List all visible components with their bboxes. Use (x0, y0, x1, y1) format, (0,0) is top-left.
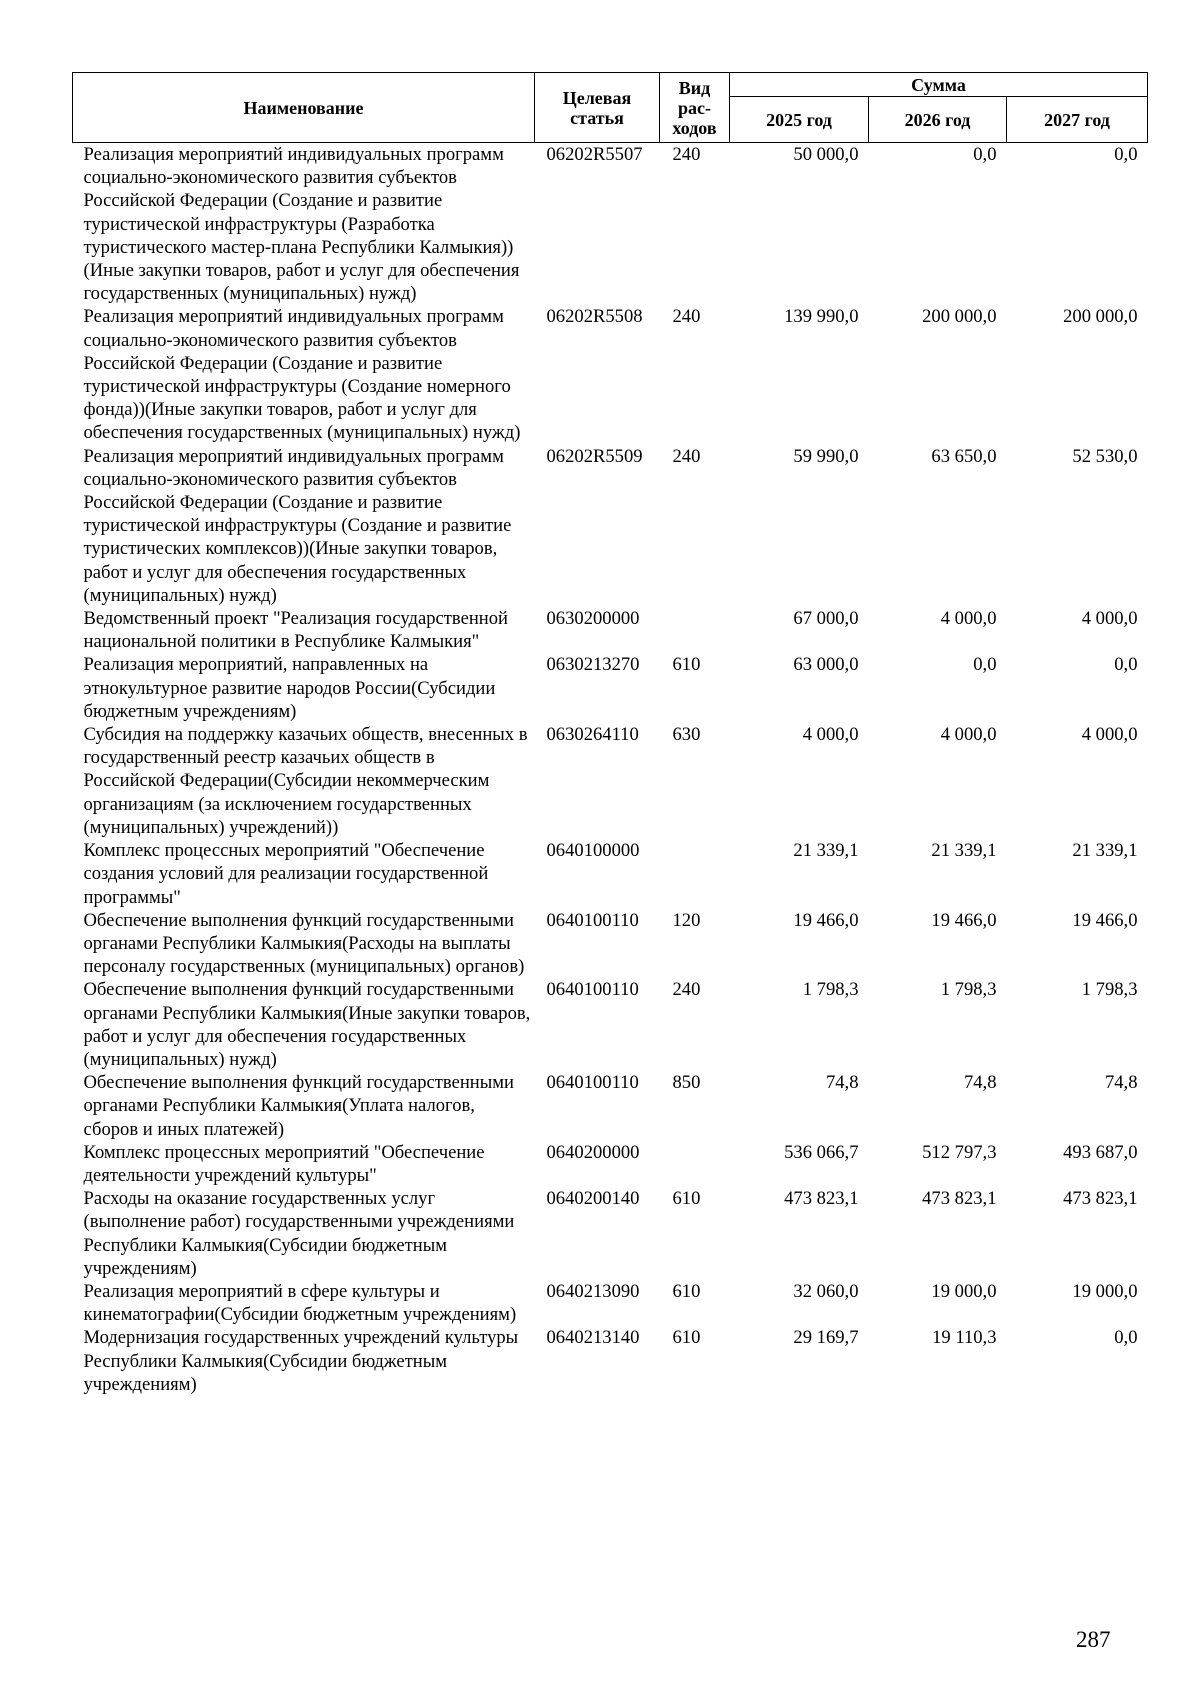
row-sum-2025: 50 000,0 (793, 144, 859, 165)
header-kind-line2: рас- (678, 97, 711, 118)
row-sum-2026: 1 798,3 (940, 979, 997, 1001)
table-row (73, 1326, 1148, 1396)
row-name: Модернизация государственных учреждений культуры Республики Калмыкия(Субсидии бюджетным учреждениям) (83, 1327, 519, 1395)
row-sum-2026: 63 650,0 (931, 445, 997, 467)
row-sum-2025: 32 060,0 (793, 1280, 859, 1302)
row-sum-2025: 139 990,0 (784, 306, 859, 328)
header-sum: Сумма (730, 73, 1148, 97)
row-expense-kind: 850 (672, 1072, 701, 1094)
header-expense-kind (660, 73, 730, 143)
row-sum-2026: 473 823,1 (922, 1188, 997, 1210)
header-code-line1: Целевая (562, 87, 632, 108)
row-target-article: 0640100110 (546, 979, 639, 1001)
row-expense-kind: 610 (672, 654, 701, 676)
header-kind-line1: Вид (678, 77, 711, 98)
row-sum-2025: 67 000,0 (793, 608, 859, 630)
row-sum-2026: 4 000,0 (940, 724, 997, 746)
row-sum-2026: 4 000,0 (940, 608, 997, 630)
row-sum-2025: 59 990,0 (793, 445, 859, 467)
row-name: Ведомственный проект "Реализация государственной национальной политики в Республике Калмыкия" (83, 608, 508, 653)
row-sum-2025: 1 798,3 (802, 979, 859, 1001)
row-target-article: 06202R5509 (546, 445, 643, 467)
row-sum-2027: 473 823,1 (1063, 1188, 1138, 1210)
header-year-2025: 2025 год (730, 97, 869, 143)
row-sum-2027: 52 530,0 (1072, 445, 1138, 467)
row-sum-2025: 4 000,0 (802, 724, 859, 746)
row-sum-2025: 473 823,1 (784, 1188, 859, 1210)
row-sum-2027: 21 339,1 (1072, 840, 1138, 862)
row-sum-2026: 200 000,0 (922, 306, 997, 328)
table-row (73, 653, 1148, 723)
row-sum-2026: 74,8 (963, 1072, 997, 1094)
row-sum-2027: 19 466,0 (1072, 909, 1138, 931)
row-sum-2025: 29 169,7 (793, 1327, 859, 1349)
table-row (73, 1187, 1148, 1280)
row-name: Обеспечение выполнения функций государственными органами Республики Калмыкия(Иные закупки товаров, работ и услуг для обеспечения государственных (муниципальных) нужд) (83, 979, 531, 1070)
header-kind-line3: ходов (672, 117, 717, 138)
row-expense-kind: 120 (672, 909, 701, 931)
row-name: Субсидия на поддержку казачьих обществ, внесенных в государственный реестр казачьих обществ в Российской Федерации(Субсидии некоммерческим организациям (за исключением государственных (муниципальных) учреждений)) (83, 724, 528, 838)
row-expense-kind: 240 (672, 979, 701, 1001)
row-sum-2027: 74,8 (1104, 1072, 1138, 1094)
row-name: Реализация мероприятий в сфере культуры и кинематографии(Субсидии бюджетным учреждениям) (83, 1280, 517, 1326)
header-year-2026: 2026 год (869, 97, 1007, 143)
row-expense-kind: 240 (672, 445, 701, 467)
row-target-article: 0630264110 (546, 724, 639, 746)
row-target-article: 0630200000 (546, 608, 640, 630)
row-expense-kind (660, 839, 730, 909)
row-expense-kind: 610 (672, 1280, 701, 1302)
table-body (73, 143, 1148, 1396)
row-sum-2027: 1 798,3 (1081, 979, 1138, 1001)
table-row (73, 445, 1148, 607)
table-row (73, 723, 1148, 839)
row-expense-kind: 240 (672, 306, 701, 328)
row-sum-2026: 21 339,1 (931, 840, 997, 862)
row-sum-2025: 19 466,0 (793, 909, 859, 931)
row-target-article: 0640200140 (546, 1188, 640, 1210)
row-sum-2027: 19 000,0 (1072, 1280, 1138, 1302)
header-name: Наименование (73, 73, 535, 143)
table-row (73, 839, 1148, 909)
row-sum-2026: 512 797,3 (922, 1141, 997, 1163)
row-name: Реализация мероприятий индивидуальных программ социально-экономического развития субъектов Российской Федерации (Создание и развитие туристической инфраструктуры (Создание и развитие туристических комплексов))(Иные закупки товаров, работ и услуг для обеспечения государственных (муниципальных) нужд) (83, 445, 512, 606)
row-name: Комплекс процессных мероприятий "Обеспечение деятельности учреждений культуры" (83, 1141, 485, 1186)
row-sum-2027: 0,0 (1114, 1327, 1138, 1349)
row-target-article: 0640213140 (546, 1327, 640, 1349)
row-sum-2025: 74,8 (825, 1072, 859, 1094)
table-row (73, 1280, 1148, 1326)
page-number: 287 (1076, 1627, 1111, 1652)
header-target-article (535, 73, 660, 143)
table-row (73, 143, 1148, 306)
table-row (73, 1141, 1148, 1187)
row-name: Реализация мероприятий индивидуальных программ социально-экономического развития субъектов Российской Федерации (Создание и развитие туристической инфраструктуры (Разработка туристического мастер-плана Республики Калмыкия))(Иные закупки товаров, работ и услуг для обеспечения государственных (муниципальных) нужд) (83, 144, 520, 305)
row-name: Реализация мероприятий индивидуальных программ социально-экономического развития субъектов Российской Федерации (Создание и развитие туристической инфраструктуры (Создание номерного фонда))(Иные закупки товаров, работ и услуг для обеспечения государственных (муниципальных) нужд) (83, 306, 521, 444)
row-name: Комплекс процессных мероприятий "Обеспечение создания условий для реализации государственной программы" (83, 840, 489, 908)
row-sum-2025: 21 339,1 (793, 840, 859, 862)
row-expense-kind: 240 (672, 144, 701, 165)
row-sum-2027: 4 000,0 (1081, 608, 1138, 630)
table-row (73, 305, 1148, 444)
table-row (73, 1071, 1148, 1141)
row-expense-kind: 610 (672, 1188, 701, 1210)
row-target-article: 0640100000 (546, 840, 640, 862)
row-sum-2026: 19 000,0 (931, 1280, 997, 1302)
row-sum-2026: 19 110,3 (932, 1327, 997, 1349)
row-target-article: 0640200000 (546, 1141, 640, 1163)
budget-table (72, 72, 1148, 1396)
row-target-article: 0630213270 (546, 654, 640, 676)
row-sum-2027: 493 687,0 (1063, 1141, 1138, 1163)
row-name: Обеспечение выполнения функций государственными органами Республики Калмыкия(Уплата налогов, сборов и иных платежей) (83, 1072, 514, 1140)
row-sum-2025: 536 066,7 (784, 1141, 859, 1163)
row-expense-kind (660, 1141, 730, 1187)
row-expense-kind (660, 607, 730, 653)
table-row (73, 978, 1148, 1071)
row-expense-kind: 610 (672, 1327, 701, 1349)
row-name: Обеспечение выполнения функций государственными органами Республики Калмыкия(Расходы на выплаты персоналу государственных (муниципальных) органов) (83, 909, 525, 978)
row-expense-kind: 630 (672, 724, 701, 746)
table-row (73, 607, 1148, 653)
table-header (73, 73, 1148, 143)
row-sum-2027: 4 000,0 (1081, 724, 1138, 746)
table-row (73, 909, 1148, 979)
row-sum-2027: 0,0 (1114, 144, 1138, 165)
header-code-line2: статья (570, 107, 624, 128)
row-sum-2027: 200 000,0 (1063, 306, 1138, 328)
row-target-article: 0640213090 (546, 1280, 640, 1302)
row-sum-2025: 63 000,0 (793, 654, 859, 676)
row-name: Реализация мероприятий, направленных на этнокультурное развитие народов России(Субсидии бюджетным учреждениям) (83, 654, 496, 722)
header-year-2027: 2027 год (1007, 97, 1148, 143)
row-target-article: 06202R5507 (546, 144, 643, 165)
row-sum-2026: 0,0 (973, 654, 997, 676)
row-target-article: 0640100110 (546, 909, 639, 931)
row-target-article: 0640100110 (546, 1072, 639, 1094)
row-sum-2026: 19 466,0 (931, 909, 997, 931)
row-target-article: 06202R5508 (546, 306, 643, 328)
row-sum-2027: 0,0 (1114, 654, 1138, 676)
row-sum-2026: 0,0 (973, 144, 997, 165)
row-name: Расходы на оказание государственных услуг (выполнение работ) государственными учреждениями Республики Калмыкия(Субсидии бюджетным учреждениям) (83, 1188, 515, 1279)
